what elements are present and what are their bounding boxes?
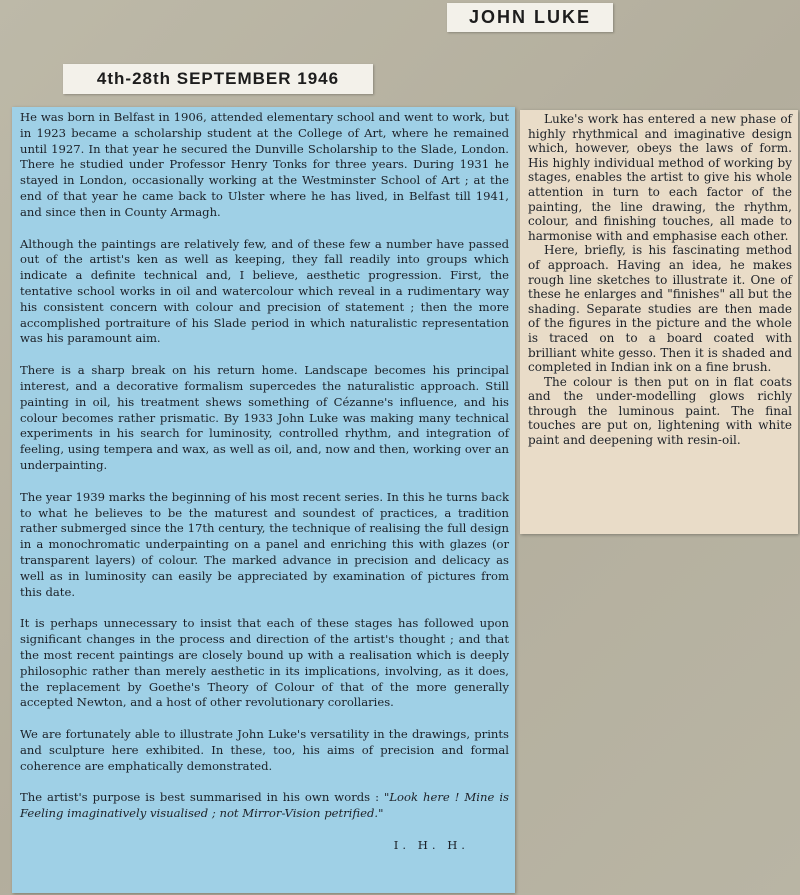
exhibition-dates-label: 4th-28th SEPTEMBER 1946 — [63, 64, 373, 94]
side-paragraph-colour: The colour is then put on in flat coats and the under-modelling glows richly through the luminous paint. The final touches are put on, lightening with white paint and deepening with resin-oil. — [528, 374, 792, 448]
author-signature: I. H. H. — [393, 838, 469, 853]
artist-quote: "Look here ! Mine is Feeling imaginatively visualised ; not Mirror-Vision petrified." — [20, 790, 509, 821]
article-paragraph-versatility: We are fortunately able to illustrate John Luke's versatility in the drawings, prints and sculpture here exhibited. In these, too, his aims of precision and formal coherence are emphatically demonstrated. — [20, 727, 509, 773]
side-paragraph-new-phase: Luke's work has entered a new phase of highly rhythmical and imaginative design which, however, obeys the laws of form. His highly individual method of working by stages, enables the artist to give his whole attention in turn to each factor of the painting, the line drawing, the rhythm, colour, and finishing touches, all made to harmonise with and emphasise each other. — [528, 112, 792, 243]
main-article-clipping — [12, 107, 515, 893]
article-paragraph-biography: He was born in Belfast in 1906, attended elementary school and went to work, but in 1923 became a scholarship student at the College of Art, where he remained until 1927. In that year he secured the Dunville Scholarship to the Slade, London. There he studied under Professor Henry Tonks for three years. During 1931 he stayed in London, occasionally working at the Westminster School of Art ; at the end of that year he came back to Ulster where he has lived, in Belfast till 1941, and since then in County Armagh. — [20, 110, 509, 219]
article-paragraph-1939-series: The year 1939 marks the beginning of his most recent series. In this he turns back to what he believes to be the maturest and soundest of practices, a tradition rather submerged since the 17th century, the technique of realising the full design in a monochromatic underpainting on a panel and enriching this with glazes (or transparent layers) of colour. The marked advance in precision and delicacy as well as in luminosity can easily be appreciated by examination of pictures from this date. — [20, 489, 509, 599]
article-paragraph-landscape: There is a sharp break on his return home. Landscape becomes his principal interest, and a decorative formalism supercedes the naturalistic approach. Still painting in oil, his treatment shews something of Cézanne's influence, and his colour becomes rather prismatic. By 1933 John Luke was making many technical experiments in his search for luminosity, controlled rhythm, and integration of feeling, using tempera and wax, as well as oil, and, now and then, working over an underpainting. — [20, 363, 509, 472]
article-paragraph-quote — [20, 790, 509, 822]
article-paragraph-philosophy: It is perhaps unnecessary to insist that each of these stages has followed upon significant changes in the process and direction of the artist's thought ; and that the most recent paintings are closely bound up with a realisation which is deeply philosophic rather than merely aesthetic in its implications, involving, as it does, the replacement by Goethe's Theory of Colour of that of the more generally accepted Newton, and a host of other revolutionary corollaries. — [20, 616, 509, 710]
side-paragraph-method: Here, briefly, is his fascinating method of approach. Having an idea, he makes rough line sketches to illustrate it. One of these he enlarges and "finishes" all but the shading. Separate studies are then made of the figures in the picture and the whole is traced on to a board coated with brilliant white gesso. Then it is shaded and completed in Indian ink on a fine brush. — [528, 243, 792, 375]
side-article-clipping — [520, 110, 798, 534]
article-paragraph-progression: Although the paintings are relatively few, and of these few a number have passed out of the artist's ken as well as keeping, they fall readily into groups which indicate a definite technical and, I believe, aesthetic progression. First, the tentative school works in oil and watercolour which reveal in a rudimentary way his consistent concern with colour and precision of statement ; then the more accomplished portraiture of his Slade period in which naturalistic representation was his paramount aim. — [20, 236, 509, 346]
artist-name-label: JOHN LUKE — [447, 3, 613, 32]
quote-intro: The artist's purpose is best summarised in his own words : — [20, 790, 380, 805]
